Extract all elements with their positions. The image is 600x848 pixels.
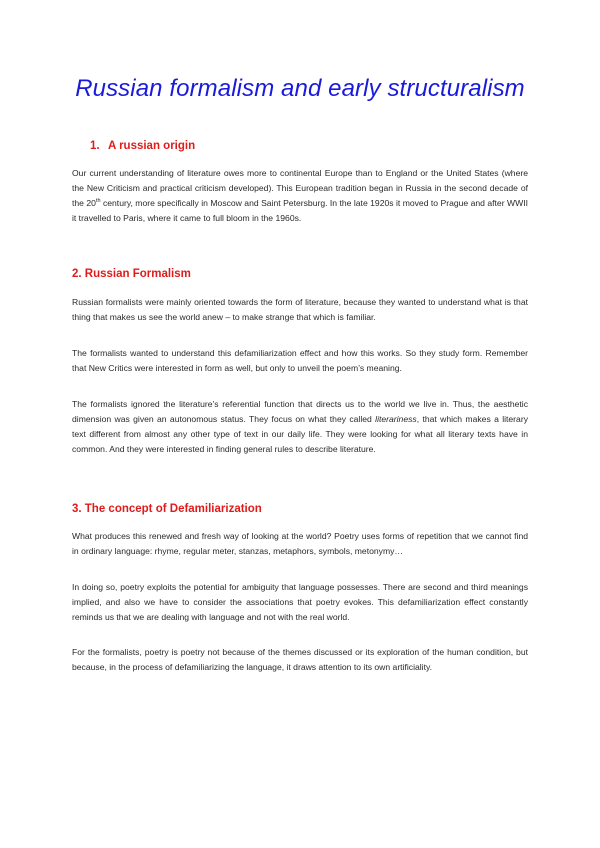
emphasis-literariness: literariness	[375, 414, 417, 424]
paragraph: In doing so, poetry exploits the potential for ambiguity that language possesses. There are second and third meanings implied, and also we have to consider the associations that poetry evokes. This defamiliarization effect constantly reminds us that we are dealing with language and not with the real world.	[72, 582, 528, 622]
paragraph: Russian formalists were mainly oriented towards the form of literature, because they wanted to understand what is that thing that makes us see the world anew – to make strange that which is familiar.	[72, 297, 528, 322]
section-heading-russian-origin	[90, 140, 195, 152]
paragraph-text: The formalists ignored the literature’s referential function that directs us to the world we live in. Thus, the aesthetic dimension was given an autonomous status. They focus on what they called	[72, 399, 528, 424]
paragraph: What produces this renewed and fresh way of looking at the world? Poetry uses forms of repetition that we cannot find in ordinary language: rhyme, regular meter, stanzas, metaphors, symbols, metonymy…	[72, 531, 528, 556]
section-heading-defamiliarization: 3. The concept of Defamiliarization	[72, 503, 262, 515]
paragraph: For the formalists, poetry is poetry not because of the themes discussed or its exploration of the human condition, but because, in the process of defamiliarizing the language, it draws attention to its own artificiality.	[72, 647, 528, 672]
paragraph-text: Our current understanding of literature owes more to continental Europe than to England or the United States (where the New Criticism and practical criticism developed). This European tradition began in Russia in the second decade of the 20	[72, 168, 528, 208]
paragraph: The formalists wanted to understand this defamiliarization effect and how this works. So they study form. Remember that New Critics were interested in form as well, but only to unveil the poem’s meaning.	[72, 348, 528, 373]
paragraph-russian-origin	[72, 166, 528, 226]
section-number: 1.	[90, 140, 100, 152]
paragraph-text: century, more specifically in Moscow and Saint Petersburg. In the late 1920s it moved to Prague and after WWII it travelled to Paris, where it came to full bloom in the 1960s.	[72, 198, 528, 223]
paragraph-text: , that which makes a literary text different from almost any other type of text in our daily life. They were looking for what all literary texts have in common. And they were interested in finding general rules to describe literature.	[72, 414, 528, 454]
section-heading-text: A russian origin	[108, 140, 196, 152]
page-title: Russian formalism and early structuralism	[75, 75, 525, 102]
section-heading-russian-formalism: 2. Russian Formalism	[72, 268, 191, 280]
superscript: th	[95, 198, 101, 205]
paragraph-literariness	[72, 397, 528, 457]
